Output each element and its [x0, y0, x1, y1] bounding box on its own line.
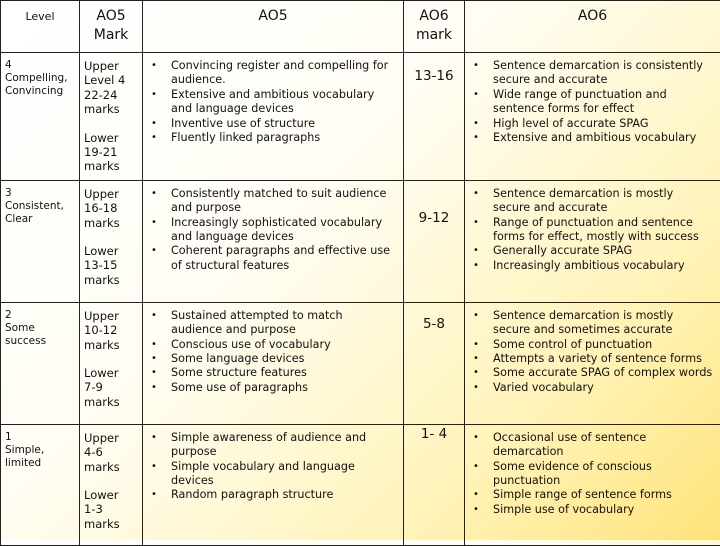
level-number: 4	[5, 59, 75, 72]
list-item: • Inventive use of structure	[149, 117, 397, 131]
level-label: Some success	[5, 322, 75, 348]
list-item: • Simple awareness of audience and purpose	[149, 431, 397, 460]
list-item: • Increasingly ambitious vocabulary	[471, 259, 714, 273]
ao6-mark: 1- 4	[421, 426, 447, 442]
header-ao6: AO6	[465, 1, 720, 53]
table-row	[1, 302, 720, 424]
list-item: • Increasingly sophisticated vocabulary and language devices	[149, 216, 397, 245]
list-item: • Attempts a variety of sentence forms	[471, 352, 714, 366]
list-item: • Varied vocabulary	[471, 381, 714, 395]
list-item: • High level of accurate SPAG	[471, 117, 714, 131]
level-cell	[1, 180, 80, 302]
upper-band: Upper 10-12 marks	[84, 309, 138, 352]
ao6-criteria-cell	[465, 302, 720, 424]
ao6-criteria-cell	[465, 180, 720, 302]
lower-band: Lower 1-3 marks	[84, 488, 138, 531]
ao6-mark-cell	[404, 180, 465, 302]
ao6-mark-cell	[404, 424, 465, 545]
list-item: • Generally accurate SPAG	[471, 244, 714, 258]
list-item: • Extensive and ambitious vocabulary	[471, 131, 714, 145]
lower-band: Lower 19-21 marks	[84, 131, 138, 174]
header-ao5: AO5	[143, 1, 404, 53]
level-cell	[1, 53, 80, 181]
upper-band: Upper 16-18 marks	[84, 187, 138, 230]
level-number: 1	[5, 431, 75, 444]
list-item: • Simple use of vocabulary	[471, 503, 714, 517]
table-row	[1, 180, 720, 302]
ao5-mark-cell	[80, 180, 143, 302]
header-ao6-mark: AO6 mark	[404, 1, 465, 53]
list-item: • Sentence demarcation is mostly secure and sometimes accurate	[471, 309, 714, 338]
header-ao5-mark: AO5 Mark	[80, 1, 143, 53]
list-item: • Simple range of sentence forms	[471, 488, 714, 502]
list-item: • Some language devices	[149, 352, 397, 366]
header-level: Level	[1, 1, 80, 53]
lower-band: Lower 7-9 marks	[84, 366, 138, 409]
list-item: • Some structure features	[149, 366, 397, 380]
level-number: 2	[5, 309, 75, 322]
header-row	[1, 1, 720, 53]
table-row	[1, 53, 720, 181]
upper-band: Upper 4-6 marks	[84, 431, 138, 474]
upper-band: Upper Level 4 22-24 marks	[84, 59, 138, 117]
ao5-criteria-cell	[143, 180, 404, 302]
level-label: Simple, limited	[5, 444, 75, 470]
list-item: • Some accurate SPAG of complex words	[471, 366, 714, 380]
ao6-criteria-cell	[465, 53, 720, 181]
list-item: • Some evidence of conscious punctuation	[471, 460, 714, 489]
ao5-mark-cell	[80, 302, 143, 424]
list-item: • Sustained attempted to match audience and purpose	[149, 309, 397, 338]
ao6-mark: 9-12	[419, 210, 450, 226]
list-item: • Conscious use of vocabulary	[149, 338, 397, 352]
list-item: • Random paragraph structure	[149, 488, 397, 502]
list-item: • Convincing register and compelling for audience.	[149, 59, 397, 88]
lower-band: Lower 13-15 marks	[84, 244, 138, 287]
list-item: • Coherent paragraphs and effective use of structural features	[149, 244, 397, 273]
list-item: • Occasional use of sentence demarcation	[471, 431, 714, 460]
list-item: • Range of punctuation and sentence forms for effect, mostly with success	[471, 216, 714, 245]
list-item: • Sentence demarcation is mostly secure and accurate	[471, 187, 714, 216]
list-item: • Simple vocabulary and language devices	[149, 460, 397, 489]
ao5-criteria-cell	[143, 302, 404, 424]
level-cell	[1, 424, 80, 545]
ao6-mark-cell	[404, 53, 465, 181]
list-item: • Fluently linked paragraphs	[149, 131, 397, 145]
list-item: • Extensive and ambitious vocabulary and language devices	[149, 88, 397, 117]
ao5-criteria-cell	[143, 53, 404, 181]
level-cell	[1, 302, 80, 424]
list-item: • Wide range of punctuation and sentence forms for effect	[471, 88, 714, 117]
list-item: • Consistently matched to suit audience and purpose	[149, 187, 397, 216]
ao6-criteria-cell	[465, 424, 720, 545]
ao6-mark-cell	[404, 302, 465, 424]
level-number: 3	[5, 187, 75, 200]
level-label: Compelling, Convincing	[5, 72, 75, 98]
list-item: • Some use of paragraphs	[149, 381, 397, 395]
ao5-mark-cell	[80, 424, 143, 545]
list-item: • Some control of punctuation	[471, 338, 714, 352]
ao6-mark: 13-16	[414, 68, 453, 84]
list-item: • Sentence demarcation is consistently secure and accurate	[471, 59, 714, 88]
ao5-criteria-cell	[143, 424, 404, 545]
ao5-mark-cell	[80, 53, 143, 181]
ao6-mark: 5-8	[423, 316, 445, 332]
level-label: Consistent, Clear	[5, 200, 75, 226]
table-row	[1, 424, 720, 545]
